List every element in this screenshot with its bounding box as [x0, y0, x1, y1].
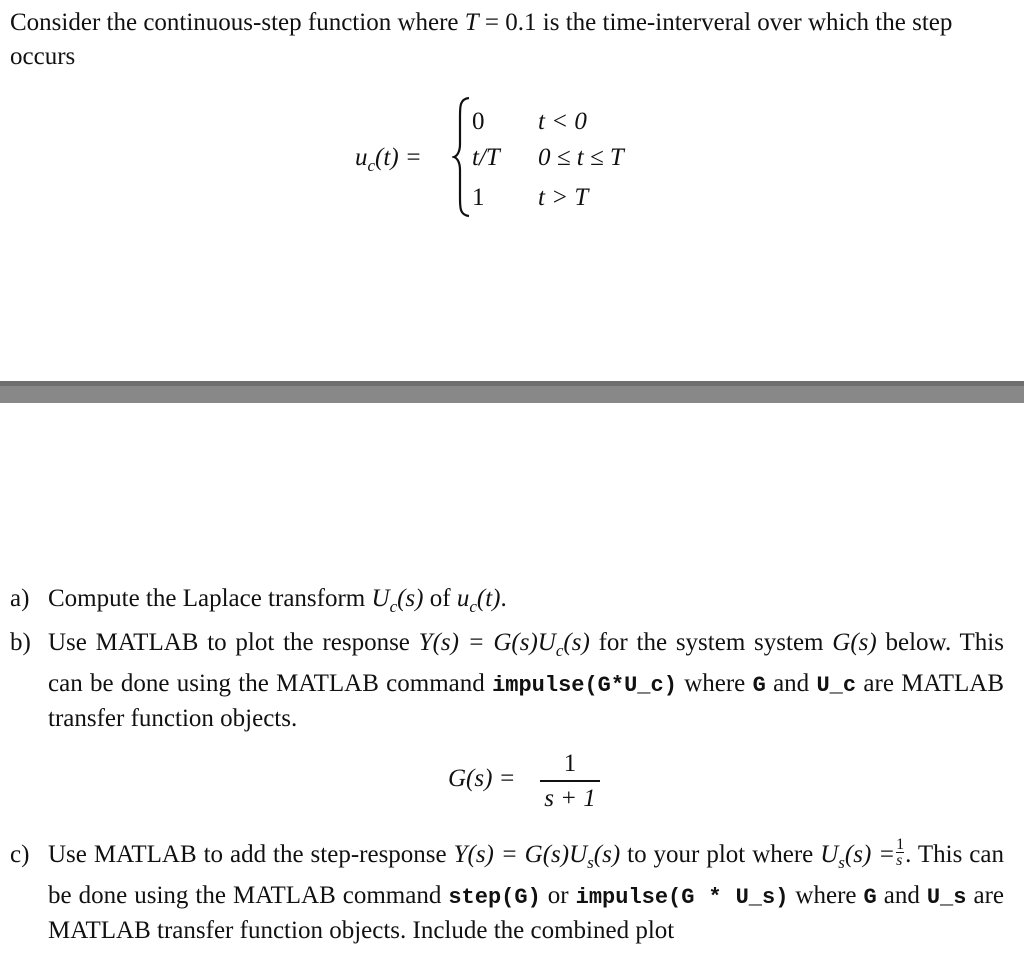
piecewise-lhs: $u_c(t)$ =	[355, 144, 422, 175]
case-value-2: t/T	[472, 144, 500, 171]
matlab-command-impulse-step: impulse(G * U_s)	[575, 885, 789, 910]
case-condition-3: t > T	[538, 184, 589, 211]
transfer-function-denominator: s + 1	[544, 784, 596, 812]
question-b-text: Use MATLAB to plot the response $Y(s) = G(s)U_c(s)$ for the system system G(s) below. This can be done using the MATLAB command impulse(G*U_c) where G and U_c are MATLAB transfer function objects.	[48, 629, 1004, 732]
left-brace-icon	[452, 96, 472, 218]
matlab-command-impulse: impulse(G*U_c)	[492, 673, 677, 698]
question-a-label: a)	[10, 585, 30, 612]
intro-T-variable: T	[464, 9, 479, 36]
intro-paragraph	[10, 6, 1014, 74]
intro-prefix: Consider the continuous-step function where	[10, 9, 465, 36]
section-divider-edge	[0, 381, 1024, 386]
fraction-bar	[540, 780, 600, 782]
intro-suffix: is the time-interveral over which the step occurs	[10, 9, 953, 70]
transfer-function-numerator: 1	[563, 750, 577, 777]
transfer-function-lhs: G(s) =	[448, 765, 516, 792]
inline-fraction: $\frac{1}{s}$	[896, 835, 905, 869]
matlab-command-step: step(G)	[448, 885, 541, 910]
transfer-function-fraction	[540, 750, 600, 813]
intro-T-value: = 0.1	[478, 9, 537, 36]
question-b-label: b)	[10, 629, 31, 656]
case-condition-2: 0 ≤ t ≤ T	[538, 144, 624, 171]
case-value-3: 1	[472, 184, 485, 211]
question-a-text: Compute the Laplace transform $U_c(s)$ of $u_c(t)$.	[48, 585, 507, 616]
question-c-text: Use MATLAB to add the step-response $Y(s) = G(s)U_s(s)$ to your plot where $U_s(s) =\frac{1}{s}$. This can be done using the MATLAB command step(G) or impulse(G * U_s) where G and U_s are MATLAB transfer function objects. Include the combined plot	[48, 835, 1005, 944]
question-c-label: c)	[10, 841, 30, 868]
case-condition-1: t < 0	[538, 108, 587, 135]
case-value-1: 0	[472, 108, 485, 135]
